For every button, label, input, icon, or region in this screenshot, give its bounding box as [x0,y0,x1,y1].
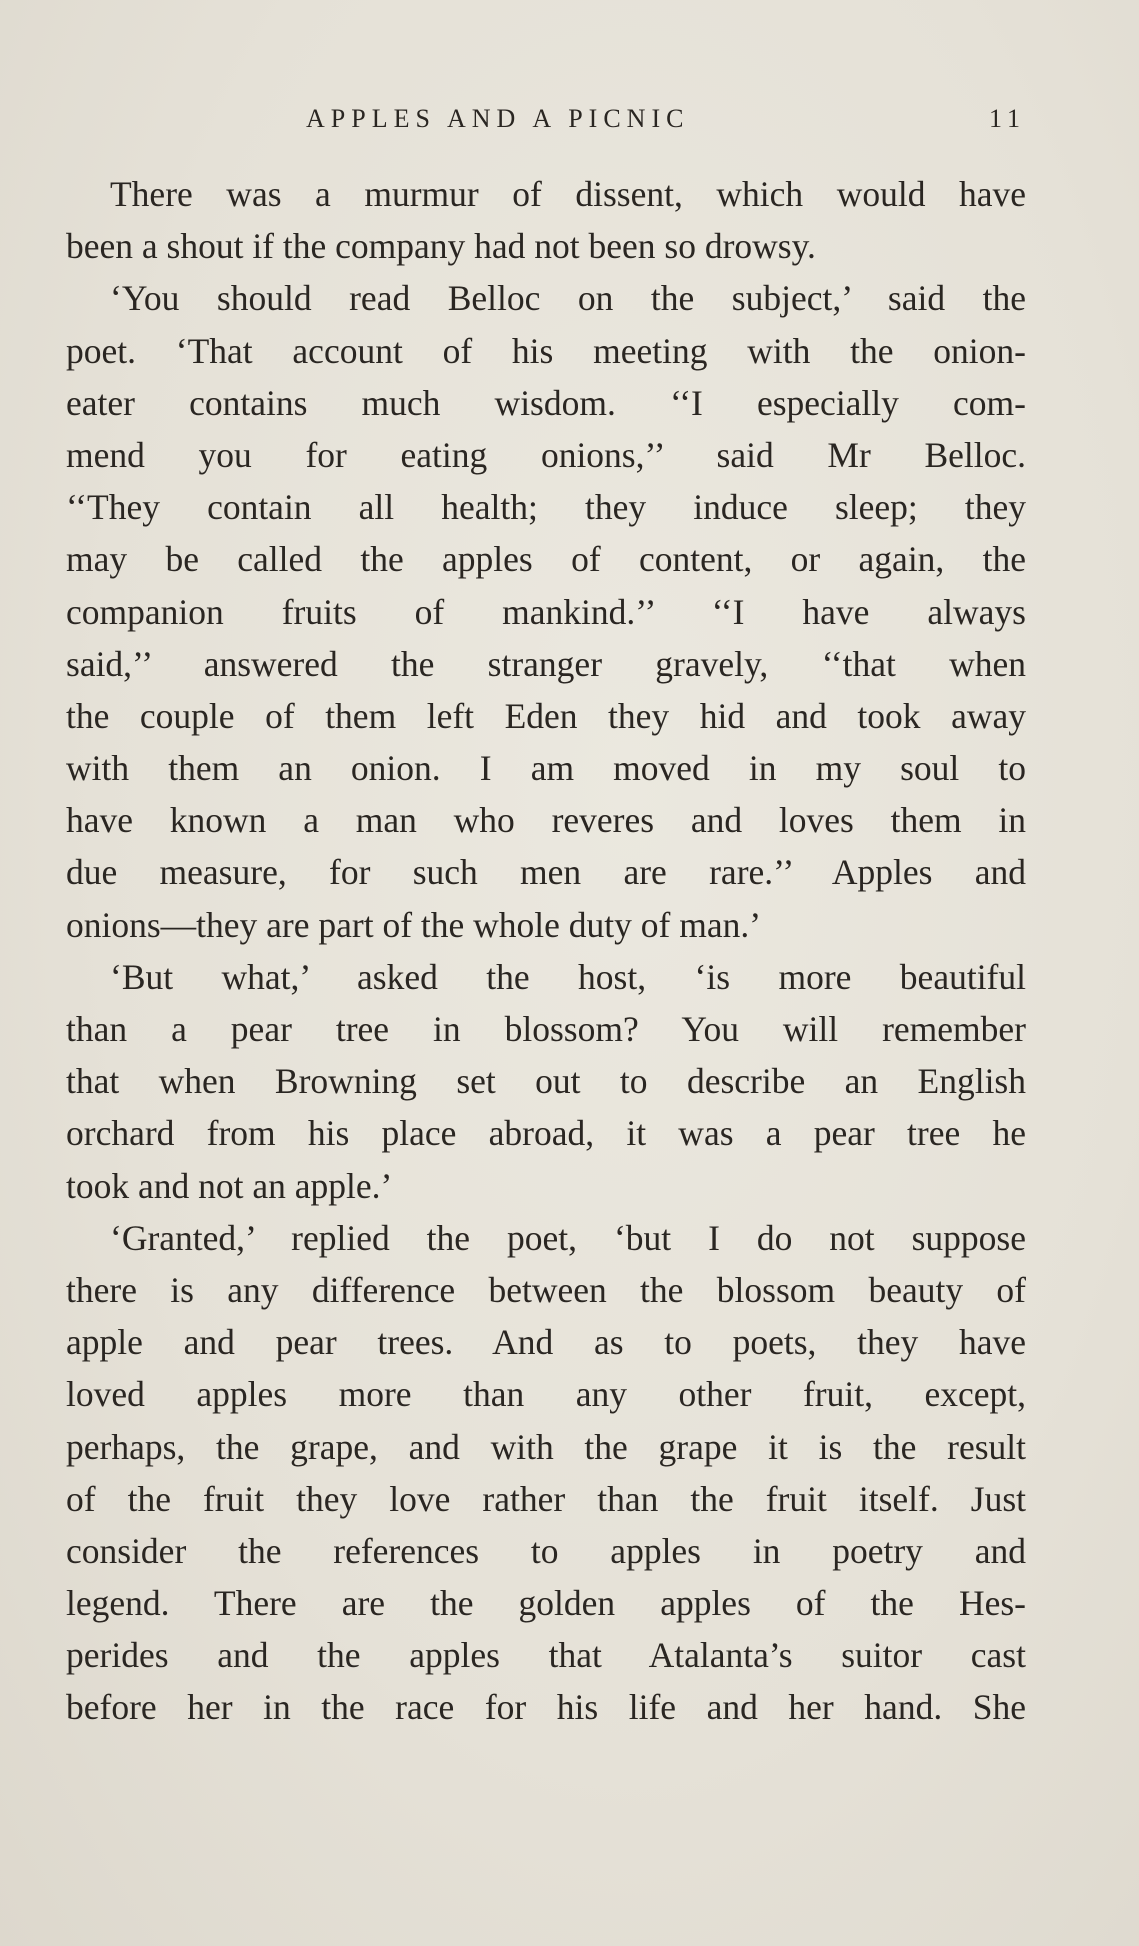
text-line: may be called the apples of content, or again, the [66,539,1026,580]
text-line: with them an onion. I am moved in my soul to [66,748,1026,789]
text-line: perides and the apples that Atalanta’s suitor cast [66,1635,1026,1676]
text-line: There was a murmur of dissent, which would have [110,174,1026,214]
text-line: perhaps, the grape, and with the grape it is the result [66,1426,1026,1467]
text-line: ‘But what,’ asked the host, ‘is more beautiful [110,956,1026,997]
text-line: said,’’ answered the stranger gravely, ‘‘that when [66,643,1026,684]
text-line: legend. There are the golden apples of the Hes- [66,1583,1026,1624]
text-line: been a shout if the company had not been so drowsy. [66,226,816,267]
text-line: than a pear tree in blossom? You will remember [66,1009,1026,1049]
text-line: ‘‘They contain all health; they induce sleep; they [66,487,1026,528]
text-line: loved apples more than any other fruit, except, [66,1374,1026,1415]
text-line: before her in the race for his life and her hand. She [66,1687,1026,1728]
text-line: have known a man who reveres and loves them in [66,800,1026,841]
text-line: took and not an apple.’ [66,1165,393,1206]
running-head [66,104,1026,144]
text-line: onions—they are part of the whole duty of man.’ [66,904,762,945]
running-title: APPLES AND A PICNIC [306,104,690,133]
text-line: that when Browning set out to describe an English [66,1061,1026,1102]
text-line: of the fruit they love rather than the fruit itself. Just [66,1478,1026,1519]
text-line: the couple of them left Eden they hid and took away [66,695,1026,736]
text-line: companion fruits of mankind.’’ ‘‘I have always [66,591,1026,632]
text-line: ‘You should read Belloc on the subject,’ said the [110,278,1026,319]
text-line: eater contains much wisdom. ‘‘I especially com- [66,382,1026,423]
body-text [66,168,1026,1734]
text-line: ‘Granted,’ replied the poet, ‘but I do not suppose [110,1217,1026,1258]
text-line: due measure, for such men are rare.’’ Apples and [66,852,1026,893]
text-line: poet. ‘That account of his meeting with the onion- [66,330,1026,371]
text-line: there is any difference between the blossom beauty of [66,1269,1026,1310]
text-line: mend you for eating onions,’’ said Mr Belloc. [66,434,1026,475]
text-line: apple and pear trees. And as to poets, they have [66,1322,1026,1363]
text-line: consider the references to apples in poetry and [66,1530,1026,1571]
text-line: orchard from his place abroad, it was a pear tree he [66,1113,1026,1154]
page-number: 11 [988,104,1026,133]
